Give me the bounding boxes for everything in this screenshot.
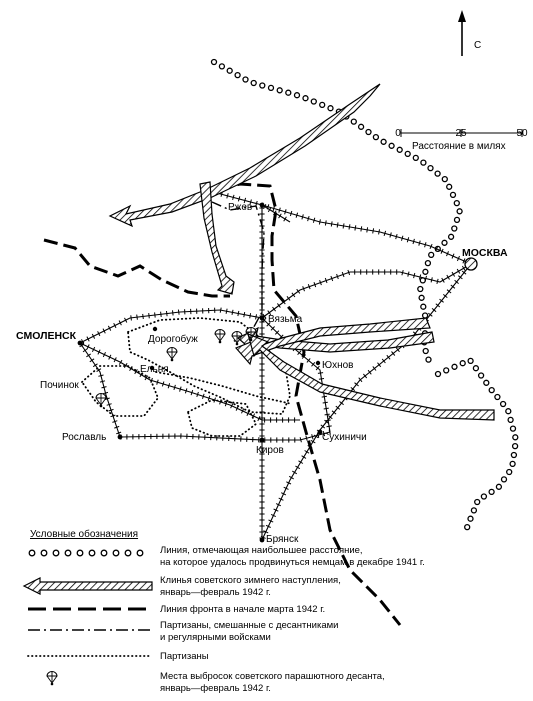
rail-tick xyxy=(250,313,251,318)
legend-item-furthest-advance-line-2: на которое удалось продвинуться немцам в декабре 1941 г. xyxy=(160,557,425,568)
advance-circle xyxy=(496,484,501,489)
advance-circle xyxy=(277,88,282,93)
advance-circle xyxy=(507,470,512,475)
rail-tick xyxy=(323,402,328,403)
rail-tick xyxy=(312,434,313,439)
advance-circle xyxy=(442,177,447,182)
advance-circle xyxy=(444,368,449,373)
advance-circle xyxy=(447,184,452,189)
advance-circle xyxy=(219,64,224,69)
advance-circle xyxy=(454,201,459,206)
advance-circle xyxy=(351,119,356,124)
advance-circle xyxy=(421,160,426,165)
legend-item-airdrop-line-2: январь—февраль 1942 г. xyxy=(160,683,271,694)
city-label-bryansk: Брянск xyxy=(266,534,299,545)
city-label-dorogobuzh: Дорогобуж xyxy=(148,334,198,345)
legend-item-airdrop-line-1: Места выбросок советского парашютного десанта, xyxy=(160,671,385,682)
city-label-rzhev: Ржев xyxy=(228,202,253,213)
advance-circle xyxy=(479,373,484,378)
advance-circle xyxy=(429,252,434,257)
scale-caption: Расстояние в милях xyxy=(412,141,506,152)
advance-circle xyxy=(452,364,457,369)
legend-symbol-airdrop-icon xyxy=(47,672,57,686)
rail-tick xyxy=(402,270,403,275)
rail-tick xyxy=(167,311,168,316)
rail-tick xyxy=(325,220,326,225)
rail-tick xyxy=(337,222,338,227)
advance-circle xyxy=(489,388,494,393)
rail-tick xyxy=(379,229,380,234)
rail-tick xyxy=(313,218,314,223)
rail-tick xyxy=(390,233,391,238)
rail-tick xyxy=(232,310,233,315)
advance-circle xyxy=(260,83,265,88)
advance-circle xyxy=(460,361,465,366)
advance-circle xyxy=(286,90,291,95)
rail-tick xyxy=(93,364,97,367)
advance-circle xyxy=(489,489,494,494)
advance-circle xyxy=(227,68,232,73)
rail-tick xyxy=(90,359,94,362)
advance-circle xyxy=(451,192,456,197)
rail-tick xyxy=(137,315,138,320)
airdrop-icon xyxy=(167,348,177,362)
rail-tick xyxy=(238,311,239,316)
rail-tick xyxy=(300,437,301,442)
advance-circle xyxy=(423,269,428,274)
rail-tick xyxy=(143,314,144,319)
rail-tick xyxy=(226,309,227,314)
legend-item-soviet-offensive-line-2: январь—февраль 1942 г. xyxy=(160,587,271,598)
advance-circle xyxy=(423,349,428,354)
advance-circle xyxy=(506,409,511,414)
advance-circle xyxy=(452,226,457,231)
moscow-marker-icon xyxy=(465,258,477,270)
advance-circle xyxy=(513,444,518,449)
advance-circle xyxy=(475,500,480,505)
advance-circle xyxy=(405,151,410,156)
legend-item-soviet-offensive-line-1: Клинья советского зимнего наступления, xyxy=(160,575,341,586)
advance-circle xyxy=(243,77,248,82)
rail-tick xyxy=(322,396,327,397)
rail-tick xyxy=(238,196,239,201)
rail-tick xyxy=(355,225,356,230)
advance-circle xyxy=(436,372,441,377)
rail-tick xyxy=(302,214,303,219)
advance-circle xyxy=(435,171,440,176)
advance-circle xyxy=(425,261,430,266)
rail-tick xyxy=(349,224,350,229)
rail-tick xyxy=(408,272,409,277)
legend-advance-circle xyxy=(53,550,59,556)
advance-circle xyxy=(419,295,424,300)
legend-advance-circle xyxy=(41,550,47,556)
advance-circle xyxy=(468,516,473,521)
legend-item-partisans-mixed-line-2: и регулярными войсками xyxy=(160,632,271,643)
rail-tick xyxy=(83,349,87,352)
rail-tick xyxy=(155,312,156,317)
advance-circle xyxy=(269,85,274,90)
rail-tick xyxy=(319,219,320,224)
advance-circle xyxy=(428,166,433,171)
rail-tick xyxy=(149,313,150,318)
rail-tick xyxy=(413,239,414,244)
advance-circle xyxy=(508,417,513,422)
rail-tick xyxy=(131,315,132,320)
north-arrow-icon xyxy=(458,10,466,56)
advance-circle xyxy=(501,402,506,407)
advance-circle xyxy=(359,124,364,129)
rail-tick xyxy=(425,242,426,247)
advance-circle xyxy=(465,525,470,530)
city-label-pochinok: Починок xyxy=(40,380,79,391)
legend-item-front-line: Линия фронта в начале марта 1942 г. xyxy=(160,604,326,615)
rail-tick xyxy=(325,414,330,415)
advance-circle xyxy=(311,99,316,104)
rail-tick xyxy=(437,279,438,284)
advance-circle xyxy=(481,494,486,499)
rail-tick xyxy=(173,310,174,315)
rail-tick xyxy=(324,408,329,409)
advance-circle xyxy=(413,155,418,160)
rail-tick xyxy=(100,381,105,382)
advance-circle xyxy=(442,240,447,245)
rail-tick xyxy=(396,234,397,239)
city-label-yukhnov: Юхнов xyxy=(322,360,354,371)
rail-tick xyxy=(431,277,432,282)
legend-advance-circle xyxy=(113,550,119,556)
advance-circle xyxy=(328,106,333,111)
legend-item-partisans: Партизаны xyxy=(160,651,209,662)
advance-circle xyxy=(449,234,454,239)
city-label-smolensk: СМОЛЕНСК xyxy=(16,330,77,342)
scale-tick-25: 25 xyxy=(455,128,467,139)
advance-circle xyxy=(421,304,426,309)
advance-circle xyxy=(455,217,460,222)
rail-tick xyxy=(319,379,324,380)
advance-circle xyxy=(423,313,428,318)
legend-advance-circle xyxy=(77,550,83,556)
rail-tick xyxy=(220,308,221,313)
advance-circle xyxy=(471,508,476,513)
advance-circle xyxy=(251,81,256,86)
legend-advance-circle xyxy=(137,550,143,556)
advance-circle xyxy=(373,135,378,140)
rail-tick xyxy=(290,211,291,216)
legend-symbol-furthest-advance xyxy=(29,550,143,556)
rail-tick xyxy=(425,276,426,281)
advance-circle xyxy=(484,380,489,385)
airdrop-icon xyxy=(232,332,242,346)
legend-advance-circle xyxy=(65,550,71,556)
rail-tick xyxy=(402,236,403,241)
city-label-moscow: МОСКВА xyxy=(462,247,508,259)
airdrop-icon xyxy=(96,394,106,408)
advance-circle xyxy=(511,453,516,458)
legend-item-partisans-mixed-line-1: Партизаны, смешанные с десантниками xyxy=(160,620,339,631)
legend-title: Условные обозначения xyxy=(30,529,139,540)
advance-circle xyxy=(511,426,516,431)
rail-tick xyxy=(98,375,103,376)
rail-tick xyxy=(343,223,344,228)
advance-circle xyxy=(473,366,478,371)
advance-circle xyxy=(418,287,423,292)
legend-advance-circle xyxy=(89,550,95,556)
city-label-roslavl: Рославль xyxy=(62,432,107,443)
advance-circle xyxy=(495,395,500,400)
advance-circle xyxy=(457,209,462,214)
airdrop-icon xyxy=(215,330,225,344)
rail-tick xyxy=(419,241,420,246)
rail-tick xyxy=(256,314,257,319)
rail-tick xyxy=(102,387,107,388)
advance-circle xyxy=(235,73,240,78)
rail-tick xyxy=(178,310,179,315)
advance-circle xyxy=(502,477,507,482)
rail-tick xyxy=(318,373,323,374)
advance-circle xyxy=(212,60,217,65)
legend-advance-circle xyxy=(29,550,35,556)
rail-tick xyxy=(244,312,245,317)
rail-tick xyxy=(414,273,415,278)
advance-circle xyxy=(468,358,473,363)
legend-symbol-soviet-offensive xyxy=(24,578,152,594)
advance-circle xyxy=(295,93,300,98)
rail-tick xyxy=(331,221,332,226)
rail-tick xyxy=(227,193,228,198)
rail-tick xyxy=(326,420,331,421)
rail-tick xyxy=(103,392,108,393)
city-label-yelnya: Ельня xyxy=(140,364,169,375)
city-label-kirov: Киров xyxy=(256,445,284,456)
rail-tick xyxy=(361,226,362,231)
advance-circle xyxy=(366,130,371,135)
scale-tick-0: 0 xyxy=(395,128,401,139)
advance-circle xyxy=(389,143,394,148)
advance-circle xyxy=(397,147,402,152)
advance-circle xyxy=(381,139,386,144)
advance-circle xyxy=(426,357,431,362)
rail-tick xyxy=(373,228,374,233)
legend-advance-circle xyxy=(125,550,131,556)
compass-label: С xyxy=(474,40,482,51)
advance-circle xyxy=(513,435,518,440)
advance-circle xyxy=(303,96,308,101)
furthest-advance-line xyxy=(212,60,518,530)
rail-tick xyxy=(161,312,162,317)
rail-tick xyxy=(407,237,408,242)
rail-tick xyxy=(327,426,332,427)
rail-tick xyxy=(168,383,169,388)
rail-tick xyxy=(233,195,234,200)
legend-item-furthest-advance-line-1: Линия, отмечающая наибольшее расстояние, xyxy=(160,545,363,556)
rail-tick xyxy=(306,436,307,441)
rail-tick xyxy=(367,227,368,232)
city-label-vyazma: Вязьма xyxy=(268,314,303,325)
scale-tick-50: 50 xyxy=(516,128,528,139)
legend-advance-circle xyxy=(101,550,107,556)
advance-circle xyxy=(510,461,515,466)
city-label-sukhinichi: Сухиничи xyxy=(322,432,367,443)
advance-circle xyxy=(320,102,325,107)
